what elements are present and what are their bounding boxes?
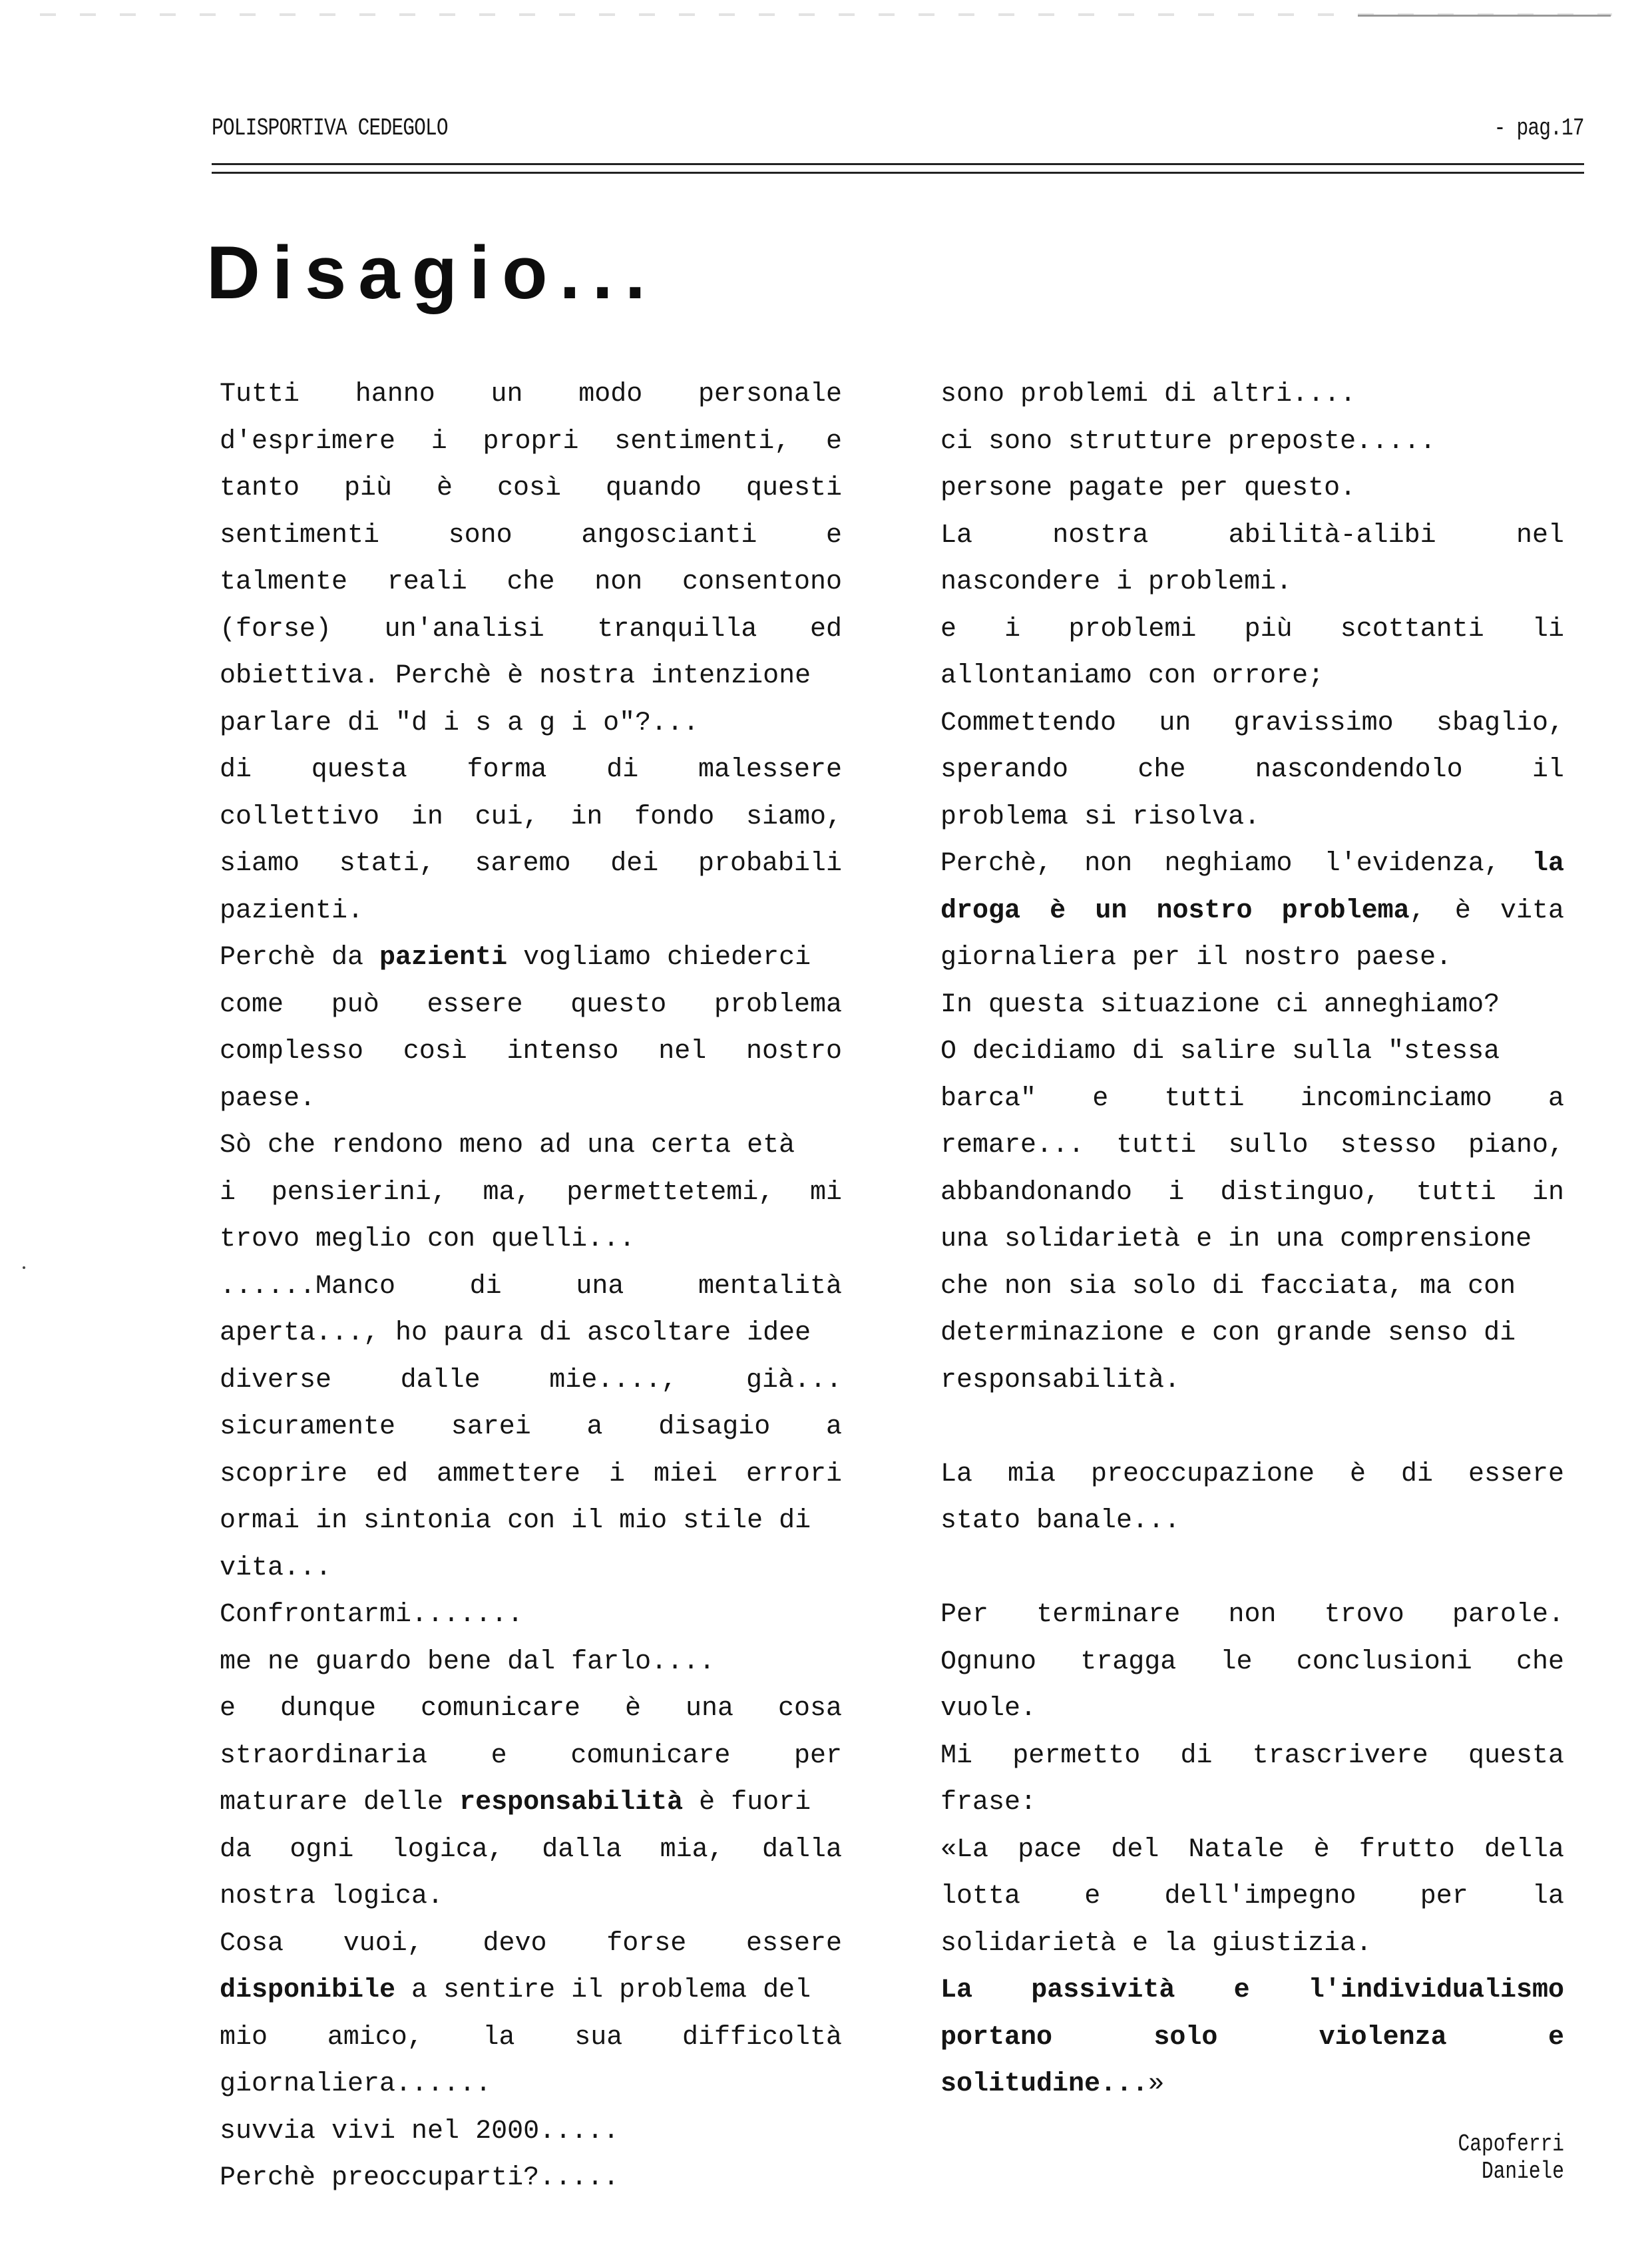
text-line: paese. (220, 1083, 316, 1114)
text-line: La mia preoccupazione è di essere (940, 1459, 1564, 1489)
text-line: Mi permetto di trascrivere questa (940, 1740, 1564, 1771)
left-column (220, 372, 842, 2202)
text-line: In questa situazione ci anneghiamo? (940, 989, 1500, 1020)
text-line: sperando che nascondendolo il (940, 755, 1564, 785)
text-line: giornaliera...... (220, 2069, 492, 2099)
text-line: obiettiva. Perchè è nostra intenzione (220, 661, 811, 691)
text-line: persone pagate per questo. (940, 473, 1356, 503)
article-title: Disagio... (206, 231, 658, 314)
text-span: Perchè, non neghiamo l'evidenza, (940, 849, 1532, 879)
bold-span: La passività e l'individualismo (940, 1975, 1564, 2005)
text-line: (forse) un'analisi tranquilla ed (220, 614, 842, 644)
bold-span: portano solo violenza e (940, 2022, 1564, 2053)
text-line: stato banale... (940, 1506, 1181, 1536)
text-line: diverse dalle mie...., già... (220, 1365, 842, 1395)
header-rule-top (212, 163, 1584, 165)
text-span: è fuori (683, 1788, 811, 1818)
text-span: Perchè da (220, 943, 380, 973)
text-line (940, 1404, 1564, 1451)
text-line: Perchè preoccuparti?..... (220, 2163, 620, 2193)
text-line: allontaniamo con orrore; (940, 661, 1325, 691)
text-line: pazienti. (220, 895, 364, 926)
text-line: straordinaria e comunicare per (220, 1740, 842, 1771)
text-line: determinazione e con grande senso di (940, 1318, 1516, 1348)
text-line: problema si risolva. (940, 802, 1261, 832)
text-span: vogliamo chiederci (507, 943, 811, 973)
text-span: maturare delle (220, 1788, 460, 1818)
text-line: collettivo in cui, in fondo siamo, (220, 802, 842, 832)
scan-artifact-line (1358, 15, 1611, 17)
text-line: parlare di "d i s a g i o"?... (220, 708, 700, 738)
text-line: di questa forma di malessere (220, 755, 842, 785)
text-line: e i problemi più scottanti li (940, 614, 1564, 644)
text-line: nascondere i problemi. (940, 567, 1293, 597)
text-line: nostra logica. (220, 1881, 444, 1911)
text-line: barca" e tutti incominciamo a (940, 1083, 1564, 1114)
text-line: una solidarietà e in una comprensione (940, 1224, 1532, 1254)
text-line: «La pace del Natale è frutto della (940, 1834, 1564, 1865)
text-line: lotta e dell'impegno per la (940, 1881, 1564, 1911)
text-line: responsabilità. (940, 1365, 1181, 1395)
text-line (940, 2061, 1564, 2109)
text-line: complesso così intenso nel nostro (220, 1037, 842, 1067)
author-signature: Capoferri Daniele (1458, 2130, 1564, 2185)
page-number: - pag.17 (1494, 115, 1584, 142)
text-line: sono problemi di altri.... (940, 379, 1356, 409)
bold-span: pazienti (379, 943, 508, 973)
page-header (212, 115, 1584, 148)
bold-span: solitudine... (940, 2069, 1149, 2099)
text-line (220, 1967, 842, 2015)
text-line: vita... (220, 1553, 332, 1583)
text-line: mio amico, la sua difficoltà (220, 2022, 842, 2053)
text-line: La nostra abilità-alibi nel (940, 520, 1564, 551)
text-line (940, 841, 1564, 888)
text-span: a sentire il problema del (395, 1975, 811, 2005)
text-line: giornaliera per il nostro paese. (940, 943, 1452, 973)
text-line: solidarietà e la giustizia. (940, 1928, 1372, 1959)
text-line: aperta..., ho paura di ascoltare idee (220, 1318, 811, 1348)
bold-span: responsabilità (459, 1788, 684, 1818)
text-line: O decidiamo di salire sulla "stessa (940, 1037, 1500, 1067)
scan-speck (23, 1266, 25, 1269)
text-line: Ognuno tragga le conclusioni che (940, 1646, 1564, 1677)
text-line: ......Manco di una mentalità (220, 1271, 842, 1302)
text-span: , è vita (1409, 895, 1564, 926)
text-line: e dunque comunicare è una cosa (220, 1694, 842, 1724)
bold-span: disponibile (220, 1975, 396, 2005)
text-line: abbandonando i distinguo, tutti in (940, 1177, 1564, 1208)
bold-span: droga è un nostro problema (940, 895, 1410, 926)
text-line: che non sia solo di facciata, ma con (940, 1271, 1516, 1302)
header-rule-bottom (212, 172, 1584, 174)
text-line: Tutti hanno un modo personale (220, 379, 842, 409)
text-line (940, 1545, 1564, 1593)
text-line: d'esprimere i propri sentimenti, e (220, 426, 842, 457)
text-line: ci sono strutture preposte..... (940, 426, 1436, 457)
right-column (940, 372, 1564, 2109)
text-span: » (1148, 2069, 1165, 2099)
text-line: i pensierini, ma, permettetemi, mi (220, 1177, 842, 1208)
text-line: Per terminare non trovo parole. (940, 1600, 1564, 1630)
text-line (940, 2015, 1564, 2062)
text-line: remare... tutti sullo stesso piano, (940, 1130, 1564, 1160)
text-line: scoprire ed ammettere i miei errori (220, 1459, 842, 1489)
text-line (940, 1967, 1564, 2015)
text-line: vuole. (940, 1694, 1037, 1724)
text-line (220, 1780, 842, 1827)
text-line: suvvia vivi nel 2000..... (220, 2116, 620, 2146)
text-line: trovo meglio con quelli... (220, 1224, 636, 1254)
text-line: frase: (940, 1788, 1037, 1818)
text-line: Cosa vuoi, devo forse essere (220, 1928, 842, 1959)
text-line: Commettendo un gravissimo sbaglio, (940, 708, 1564, 738)
text-line: tanto più è così quando questi (220, 473, 842, 503)
text-line (940, 888, 1564, 935)
text-line: da ogni logica, dalla mia, dalla (220, 1834, 842, 1865)
text-line: talmente reali che non consentono (220, 567, 842, 597)
text-line: ormai in sintonia con il mio stile di (220, 1506, 811, 1536)
text-line: me ne guardo bene dal farlo.... (220, 1646, 716, 1677)
publication-name: POLISPORTIVA CEDEGOLO (212, 115, 448, 142)
text-line: Confrontarmi....... (220, 1600, 524, 1630)
text-line: sentimenti sono angoscianti e (220, 520, 842, 551)
text-line: sicuramente sarei a disagio a (220, 1412, 842, 1442)
text-line: siamo stati, saremo dei probabili (220, 849, 842, 879)
text-line: come può essere questo problema (220, 989, 842, 1020)
text-line (220, 935, 842, 982)
text-line: Sò che rendono meno ad una certa età (220, 1130, 795, 1160)
bold-span: la (1532, 849, 1564, 879)
